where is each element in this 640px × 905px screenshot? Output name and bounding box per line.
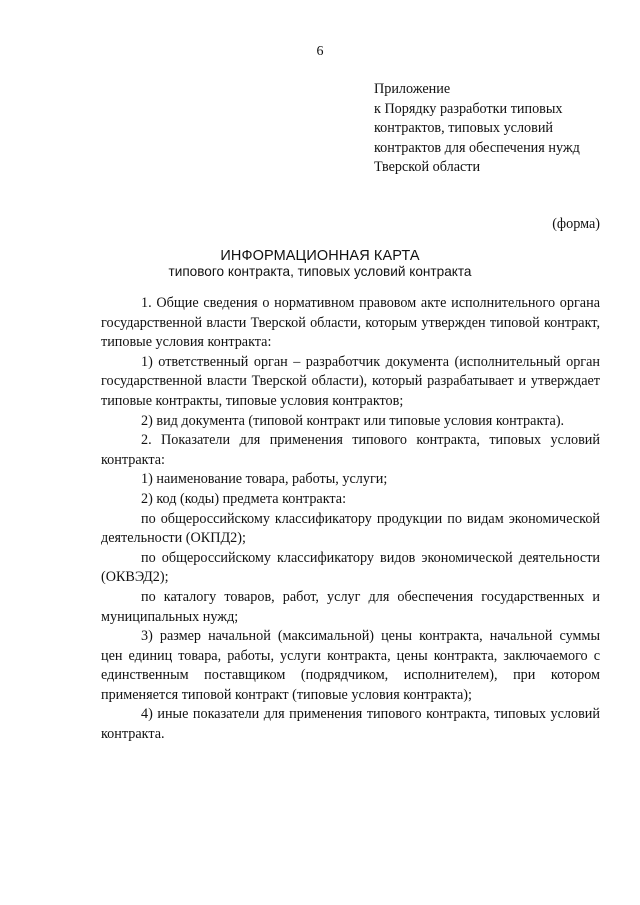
paragraph-responsible-body: 1) ответственный орган – разработчик документа (исполнительный орган государственной власти Тверской области), который разрабатывает и утверждает типовые контракты, типовые условия контрактов; (101, 353, 600, 409)
paragraph-item-name: 1) наименование товара, работы, услуги; (141, 471, 388, 488)
paragraph-other-indicators: 4) иные показатели для применения типового контракта, типовых условий контракта. (101, 706, 600, 743)
page-number: 6 (316, 44, 324, 59)
appendix-line: к Порядку разработки типовых (374, 100, 563, 117)
document-body (101, 294, 600, 745)
form-label: (форма) (552, 216, 600, 232)
paragraph-okved2: по общероссийскому классификатору видов экономической деятельности (ОКВЭД2); (101, 549, 600, 586)
appendix-line: Приложение (374, 81, 451, 97)
paragraph-general-info: 1. Общие сведения о нормативном правовом акте исполнительного органа государственной власти Тверской области, которым утвержден типовой контракт, типовые условия контракта: (101, 295, 600, 351)
paragraph-price: 3) размер начальной (максимальной) цены контракта, начальной суммы цен единиц товара, работы, услуги контракта, цены контракта, заключаемого с единственным поставщиком (подрядчиком, исполнителем), при котором применяется типовой контракт (типовые условия контракта); (101, 628, 600, 703)
document-title: ИНФОРМАЦИОННАЯ КАРТА (220, 248, 420, 264)
paragraph-okpd2: по общероссийскому классификатору продукции по видам экономической деятельности (ОКПД2); (101, 510, 600, 547)
paragraph-subject-codes: 2) код (коды) предмета контракта: (141, 490, 347, 507)
appendix-line: Тверской области (374, 159, 481, 175)
paragraph-catalog: по каталогу товаров, работ, услуг для обеспечения государственных и муниципальных нужд; (101, 588, 600, 625)
paragraph-indicators: 2. Показатели для применения типового контракта, типовых условий контракта: (101, 432, 600, 468)
paragraph-document-type: 2) вид документа (типовой контракт или типовые условия контракта). (141, 412, 565, 429)
document-subtitle: типового контракта, типовых условий контракта (168, 264, 472, 279)
appendix-header (374, 80, 634, 178)
appendix-line: контрактов, типовых условий (374, 120, 554, 136)
appendix-line: контрактов для обеспечения нужд (374, 139, 580, 156)
